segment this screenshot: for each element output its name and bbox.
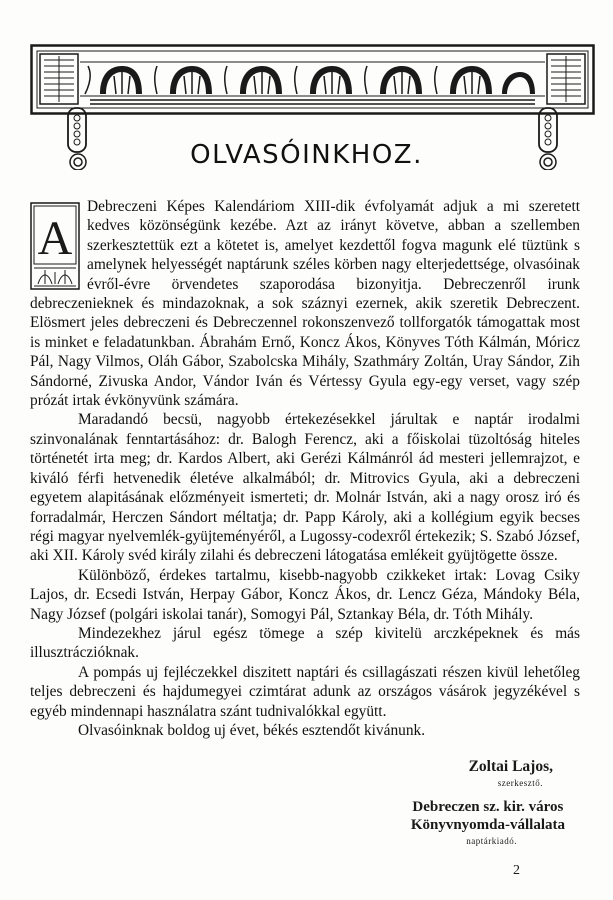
- signature-block: [411, 758, 565, 846]
- paragraph-5: A pompás uj fejléczekkel diszitett naptári és csillagászati részen kivül lehetőleg teljes debreczeni és hajdumegyei czimtárat adunk az országos vásárok jegyzékével s egyéb mindennapi használatra szánt tudnivalókkal együtt.: [30, 663, 580, 720]
- page-number: 2: [513, 863, 520, 878]
- paragraph-2: Maradandó becsü, nagyobb értekezésekkel járultak e naptár irodalmi szinvonalának fenntartásához: dr. Balogh Ferencz, aki a főiskolai tüzoltóság hiteles történetét irta meg; dr. Kardos Albert, aki Gerézi Kálmánról ád mesteri jellemrajzot, e kiváló férfi hetvenedik életéve alkalmából; dr. Mitrovics Gyula, aki a debreczeni egyetem alapitásának előzményeit ismerteti; dr. Molnár István, aki a nagy orosz iró és forradalmár, Herczen Sándort méltatja; dr. Papp Károly, aki a kollégium egyik becses régi magyar nyelvemlék-gyüjteményéről, a Lugossy-codexről értekezik; S. Szabó József, aki XII. Károly svéd király zilahi és debreczeni látogatása emlékeit gyüjtögette össze.: [30, 411, 580, 565]
- paragraph-6: Olvasóinknak boldog uj évet, békés esztendőt kivánunk.: [78, 721, 426, 739]
- publisher-line-1: Debreczen sz. kir. város: [412, 799, 564, 815]
- paragraph-4: Mindezekhez járul egész tömege a szép kivitelü arczképeknek és más illusztráczióknak.: [30, 624, 580, 662]
- drop-cap-letter: A: [37, 212, 73, 265]
- paragraph-3: Különböző, érdekes tartalmu, kisebb-nagyobb czikkeket irtak: Lovag Csiky Lajos, dr. Ecsedi István, Herpay Gábor, Koncz Ákos, dr. Lencz Géza, Mándoky Béla, Nagy József (polgári iskolai tanár), Somogyi Pál, Sztankay Béla, dr. Tóth Mihály.: [30, 566, 580, 623]
- publisher-role: naptárkiadó.: [466, 836, 517, 846]
- publisher-line-2: Könyvnyomda-vállalata: [410, 817, 565, 833]
- editor-name: Zoltai Lajos,: [468, 758, 553, 775]
- page-title: OLVASÓINKHOZ.: [190, 140, 423, 170]
- editor-role: szerkesztő.: [497, 778, 543, 788]
- paragraph-1: [30, 197, 580, 410]
- paragraph-1-text: Debreczeni Képes Kalendáriom XIII-dik évfolyamát adjuk a mi szeretett kedves közönségünk kezébe. Azt az irányt követve, abban a szellemben szerkesztettük ezt a kötetet is, amelyet kezdettől fogva magunk elé tüztünk s amelynek helyességét naptárunk széles körben nagy elterjedettsége, olvasóinak évről-évre örvendetes szaporodása bizonyitja. Debreczenről irunk debreczenieknek és mindazoknak, a sok száznyi ezernek, akik szeretik Debreczent. Elösmert jeles debreczeni és Debreczennel rokonszenvező tollforgatók támogattak most is minket e feladatunkban. Ábrahám Ernő, Koncz Ákos, Könyves Tóth Kálmán, Móricz Pál, Nagy Vilmos, Oláh Gábor, Szabolcska Mihály, Szathmáry Zoltán, Uray Sándor, Zih Sándorné, Zivuska Andor, Vándor Iván és Vértessy Gyula egy-egy verset, vagy szép prózát irtak évkönyvünk számára.: [30, 198, 580, 410]
- letter-body: [30, 197, 580, 740]
